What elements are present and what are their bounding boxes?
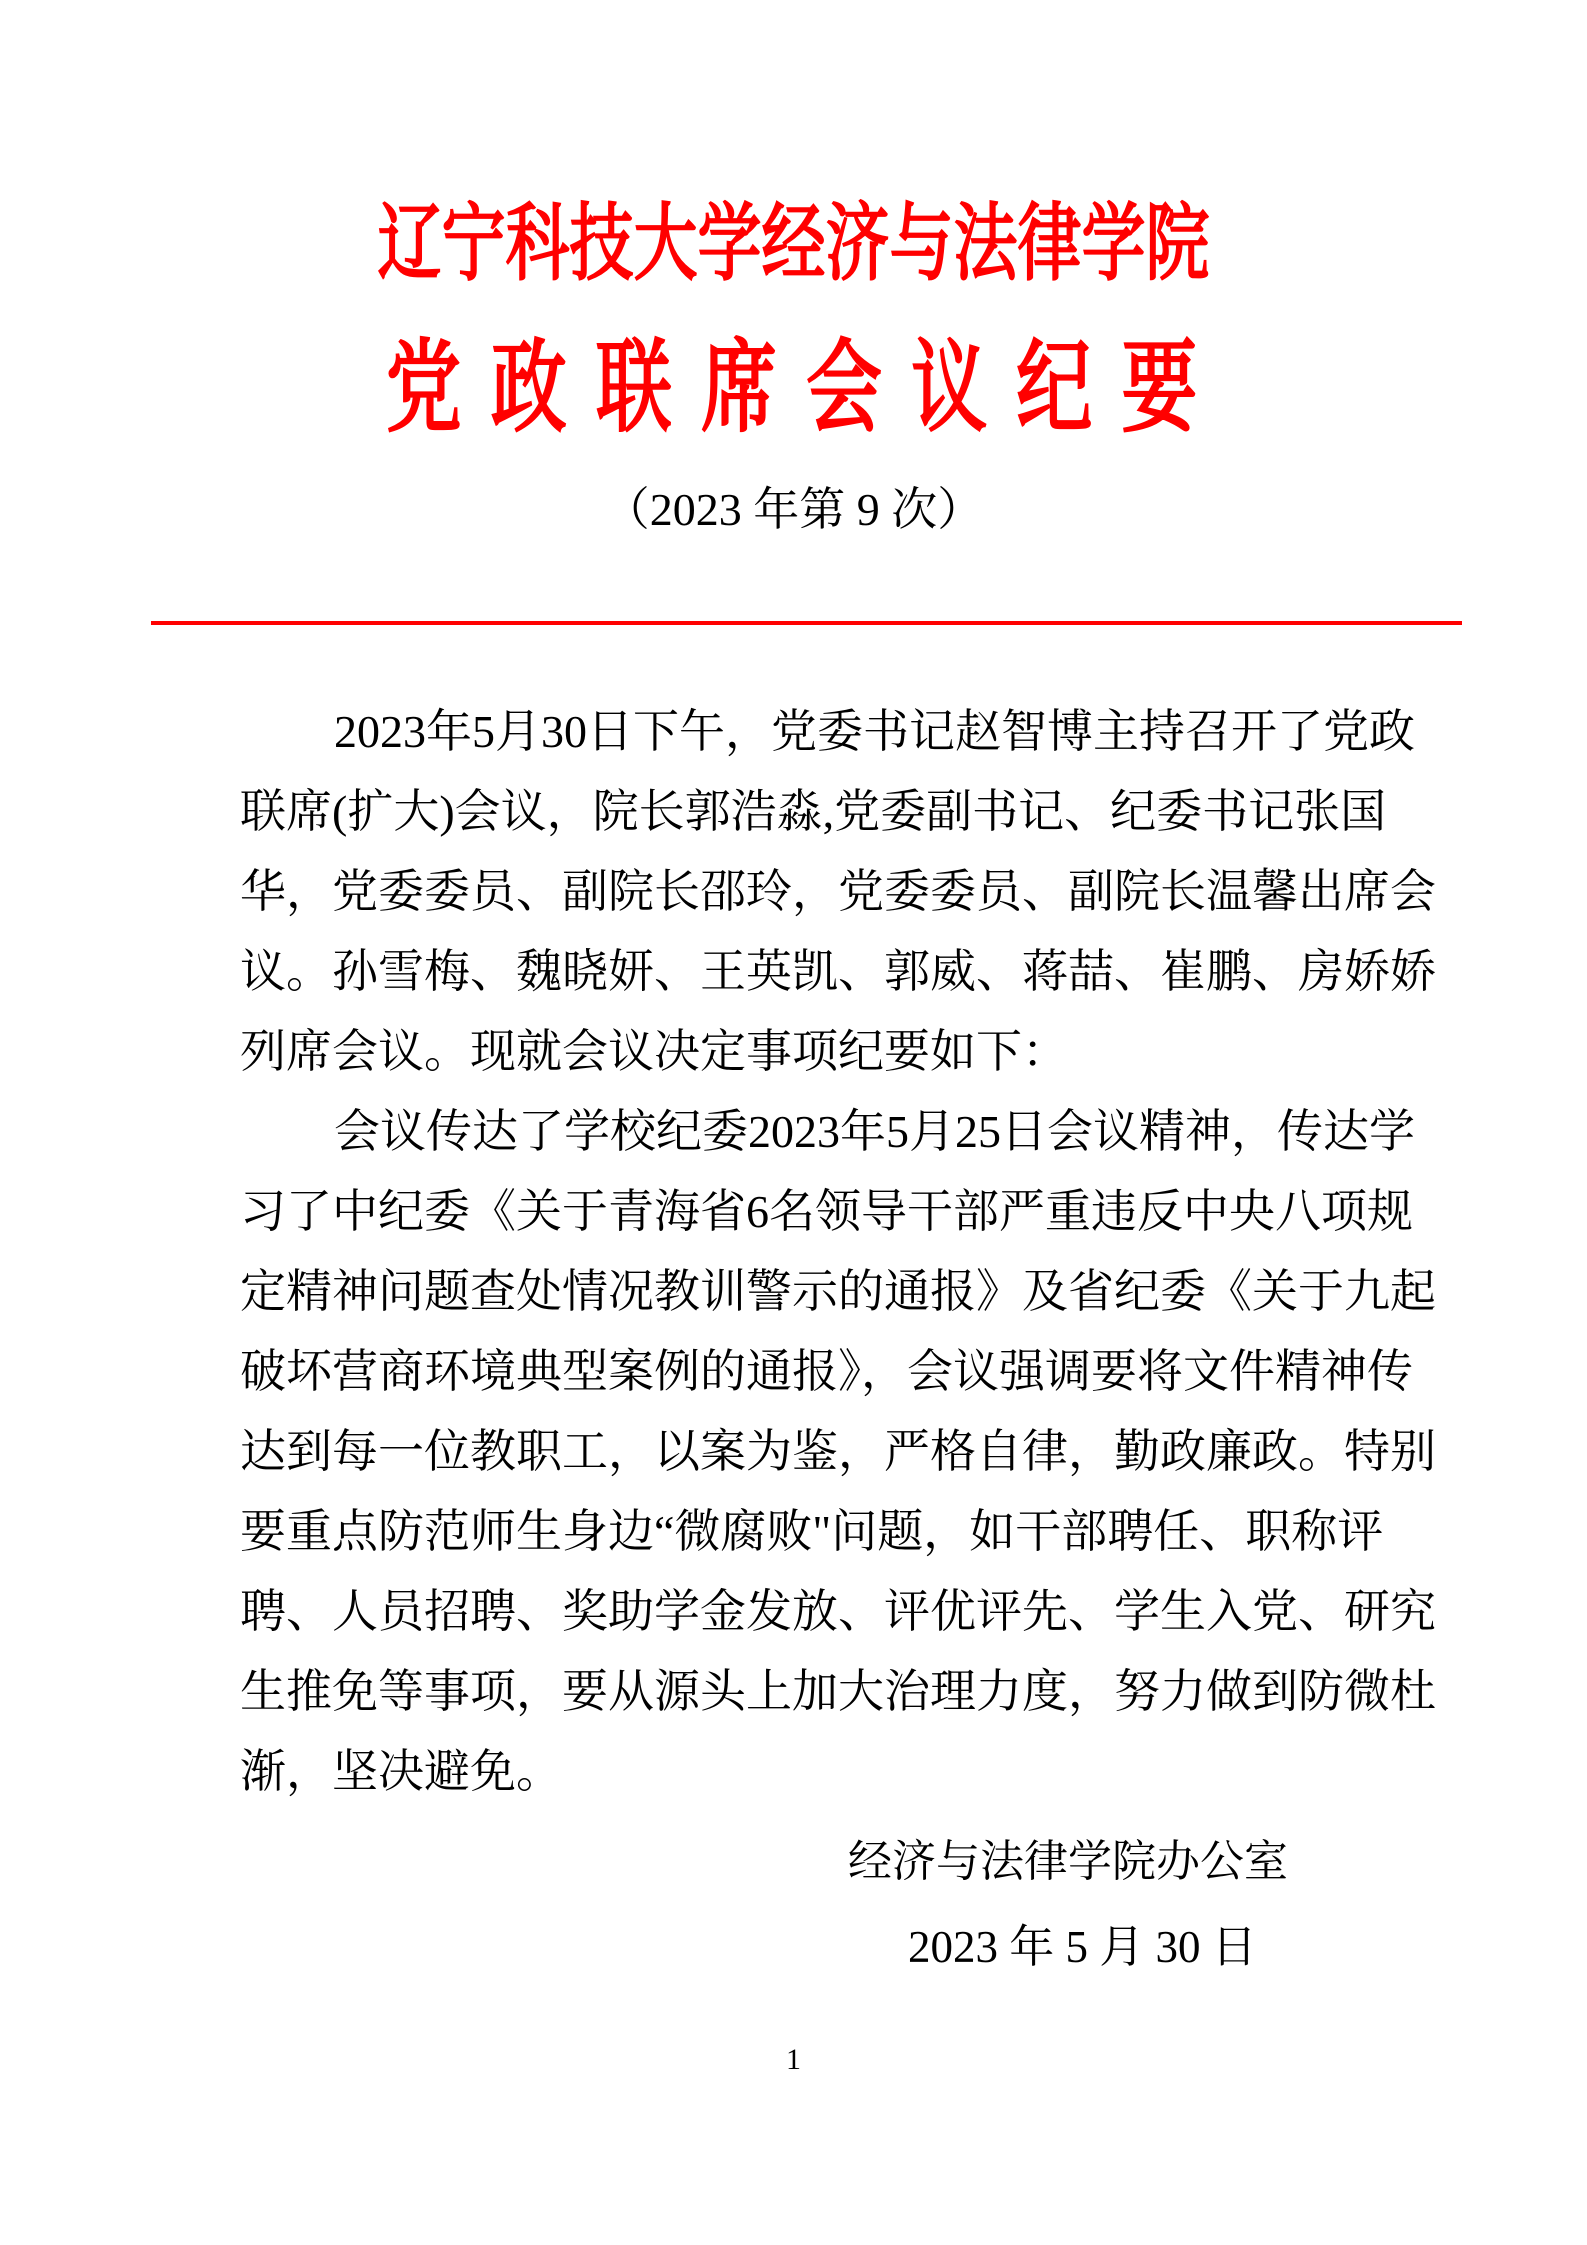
body-line: 破坏营商环境典型案例的通报》，会议强调要将文件精神传	[240, 1346, 1413, 1397]
signature-office: 经济与法律学院办公室	[848, 1837, 1288, 1886]
body-line: 聘、人员招聘、奖助学金发放、评优评先、学生入党、研究	[240, 1586, 1436, 1637]
body-line: 会议传达了学校纪委2023年5月25日会议精神，传达学	[334, 1106, 1415, 1157]
body-line: 联席(扩大)会议，院长郭浩淼,党委副书记、纪委书记张国	[240, 786, 1387, 837]
signature-date: 2023 年 5 月 30 日	[908, 1922, 1257, 1972]
body-line: 议。孙雪梅、魏晓妍、王英凯、郭威、蒋喆、崔鹏、房娇娇	[240, 946, 1436, 997]
document-title-line2: 党 政 联 席 会 议 纪 要	[385, 332, 1202, 446]
body-line: 生推免等事项，要从源头上加大治理力度，努力做到防微杜	[240, 1666, 1436, 1717]
body-line: 列席会议。现就会议决定事项纪要如下：	[240, 1026, 1068, 1077]
body-line: 习了中纪委《关于青海省6名领导干部严重违反中央八项规	[240, 1186, 1413, 1237]
body-line: 定精神问题查处情况教训警示的通报》及省纪委《关于九起	[240, 1266, 1436, 1317]
body-line: 要重点防范师生身边“微腐败"问题，如干部聘任、职称评	[240, 1506, 1384, 1557]
document-body	[240, 692, 1450, 1812]
body-line: 渐，坚决避免。	[240, 1746, 562, 1797]
body-line: 华，党委委员、副院长邵玲，党委委员、副院长温馨出席会	[240, 866, 1436, 917]
paragraph-2	[240, 1092, 1450, 1812]
page-number: 1	[786, 2043, 801, 2076]
body-line: 达到每一位教职工，以案为鉴，严格自律，勤政廉政。特别	[240, 1426, 1436, 1477]
paragraph-1	[240, 692, 1450, 1092]
document-title-line1: 辽宁科技大学经济与法律学院	[377, 196, 1210, 292]
red-divider-line	[151, 621, 1462, 625]
session-number: （2023 年第 9 次）	[603, 484, 984, 535]
body-line: 2023年5月30日下午，党委书记赵智博主持召开了党政	[334, 706, 1415, 757]
